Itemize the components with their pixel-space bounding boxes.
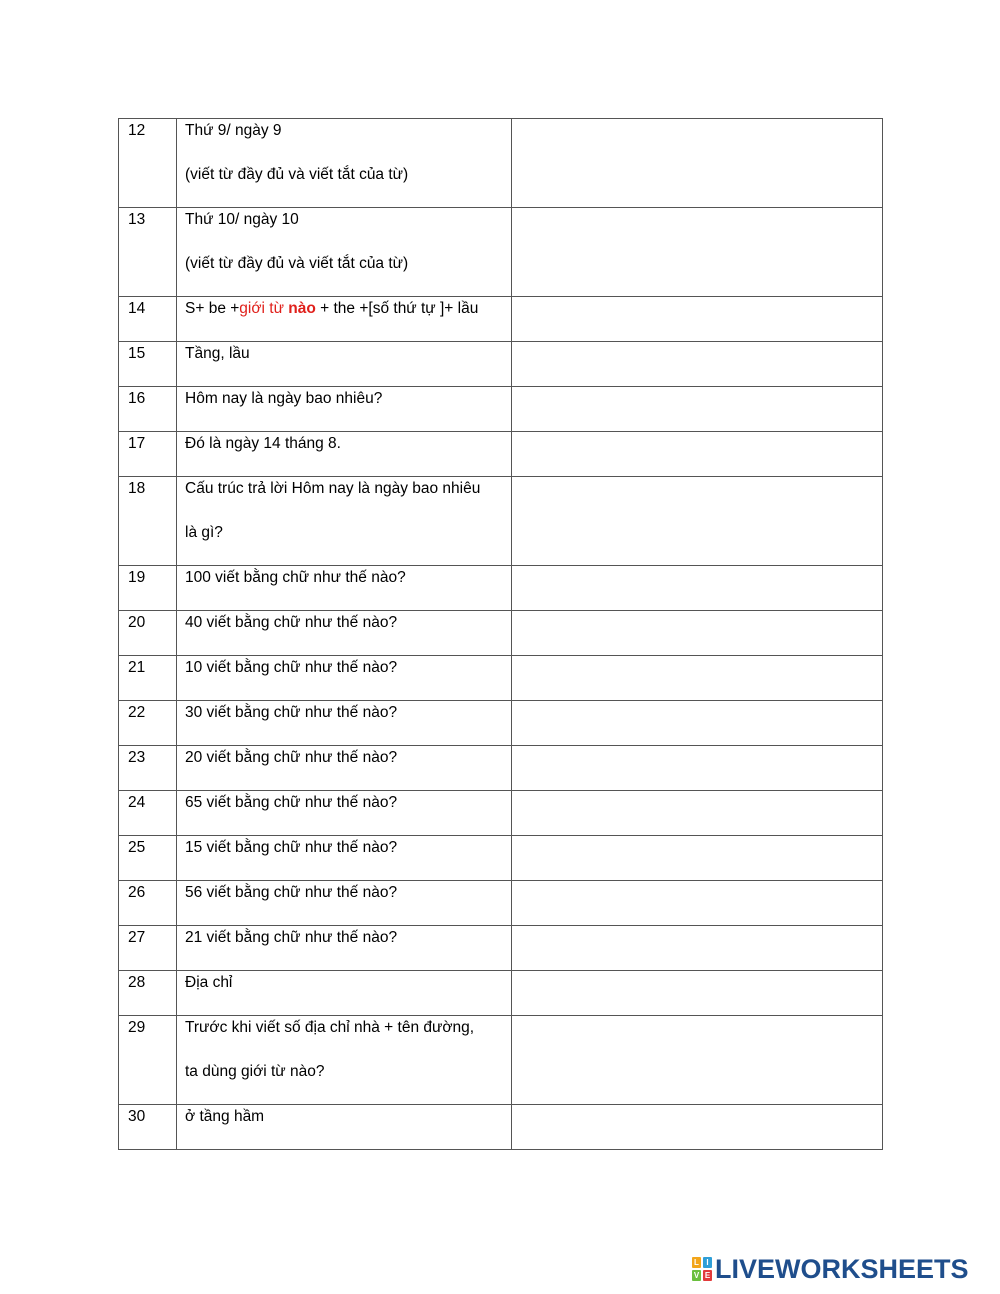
table-row	[119, 1105, 883, 1150]
table-row	[119, 1016, 883, 1105]
row-number: 29	[119, 1016, 177, 1105]
question-line-1: S+ be +giới từ nào + the +[số thứ tự ]+ lầu	[185, 300, 479, 317]
answer-cell[interactable]	[512, 566, 883, 611]
row-number: 20	[119, 611, 177, 656]
row-number: 19	[119, 566, 177, 611]
question-cell: 10 viết bằng chữ như thế nào?	[177, 656, 512, 701]
row-number: 25	[119, 836, 177, 881]
answer-cell[interactable]	[512, 971, 883, 1016]
table-row	[119, 926, 883, 971]
live-blocks-icon: L I V E	[693, 1258, 711, 1280]
row-number: 13	[119, 208, 177, 297]
answer-cell[interactable]	[512, 611, 883, 656]
row-number: 26	[119, 881, 177, 926]
answer-cell[interactable]	[512, 881, 883, 926]
question-line-2: là gì?	[185, 524, 223, 541]
question-cell	[177, 1016, 512, 1105]
row-number: 30	[119, 1105, 177, 1150]
row-number: 27	[119, 926, 177, 971]
answer-cell[interactable]	[512, 1105, 883, 1150]
row-number: 15	[119, 342, 177, 387]
question-cell: 15 viết bằng chữ như thế nào?	[177, 836, 512, 881]
answer-cell[interactable]	[512, 432, 883, 477]
question-cell	[177, 208, 512, 297]
answer-cell[interactable]	[512, 1016, 883, 1105]
table-row	[119, 746, 883, 791]
question-cell: 56 viết bằng chữ như thế nào?	[177, 881, 512, 926]
table-row	[119, 432, 883, 477]
question-cell: 20 viết bằng chữ như thế nào?	[177, 746, 512, 791]
row-number: 23	[119, 746, 177, 791]
question-line-1: Trước khi viết số địa chỉ nhà + tên đường,	[185, 1019, 475, 1036]
row-number: 16	[119, 387, 177, 432]
brand-name: LIVEWORKSHEETS	[715, 1254, 969, 1284]
row-number: 22	[119, 701, 177, 746]
answer-cell[interactable]	[512, 208, 883, 297]
worksheet-table	[118, 118, 883, 1150]
answer-cell[interactable]	[512, 746, 883, 791]
answer-cell[interactable]	[512, 342, 883, 387]
question-line-2: ta dùng giới từ nào?	[185, 1063, 325, 1080]
answer-cell[interactable]	[512, 926, 883, 971]
table-row	[119, 342, 883, 387]
question-cell: Hôm nay là ngày bao nhiêu?	[177, 387, 512, 432]
answer-cell[interactable]	[512, 656, 883, 701]
table-row	[119, 971, 883, 1016]
table-row	[119, 881, 883, 926]
question-line-1: Thứ 9/ ngày 9	[185, 122, 282, 139]
question-cell: 65 viết bằng chữ như thế nào?	[177, 791, 512, 836]
table-row	[119, 477, 883, 566]
question-cell: Đó là ngày 14 tháng 8.	[177, 432, 512, 477]
question-line-1: Thứ 10/ ngày 10	[185, 211, 299, 228]
table-row	[119, 701, 883, 746]
question-line-2: (viết từ đầy đủ và viết tắt của từ)	[185, 166, 409, 183]
table-row	[119, 611, 883, 656]
row-number: 24	[119, 791, 177, 836]
row-number: 21	[119, 656, 177, 701]
table-row	[119, 119, 883, 208]
table-row	[119, 656, 883, 701]
row-number: 12	[119, 119, 177, 208]
question-line-2: (viết từ đầy đủ và viết tắt của từ)	[185, 255, 409, 272]
table-row	[119, 208, 883, 297]
table-row	[119, 387, 883, 432]
highlight-which: nào	[288, 300, 316, 317]
question-cell: ở tầng hầm	[177, 1105, 512, 1150]
answer-cell[interactable]	[512, 791, 883, 836]
question-cell	[177, 297, 512, 342]
question-cell: 30 viết bằng chữ như thế nào?	[177, 701, 512, 746]
table-row	[119, 836, 883, 881]
question-cell: 21 viết bằng chữ như thế nào?	[177, 926, 512, 971]
question-cell: Địa chỉ	[177, 971, 512, 1016]
question-line-1: Cấu trúc trả lời Hôm nay là ngày bao nhiêu	[185, 480, 481, 497]
answer-cell[interactable]	[512, 119, 883, 208]
table-row	[119, 566, 883, 611]
row-number: 18	[119, 477, 177, 566]
question-cell	[177, 477, 512, 566]
answer-cell[interactable]	[512, 701, 883, 746]
question-cell	[177, 119, 512, 208]
liveworksheets-logo	[692, 1254, 969, 1284]
highlight-preposition: giới từ	[239, 300, 289, 317]
question-cell: 100 viết bằng chữ như thế nào?	[177, 566, 512, 611]
row-number: 28	[119, 971, 177, 1016]
answer-cell[interactable]	[512, 297, 883, 342]
row-number: 14	[119, 297, 177, 342]
row-number: 17	[119, 432, 177, 477]
question-cell: Tầng, lầu	[177, 342, 512, 387]
question-cell: 40 viết bằng chữ như thế nào?	[177, 611, 512, 656]
table-row	[119, 297, 883, 342]
answer-cell[interactable]	[512, 836, 883, 881]
answer-cell[interactable]	[512, 477, 883, 566]
answer-cell[interactable]	[512, 387, 883, 432]
table-row	[119, 791, 883, 836]
